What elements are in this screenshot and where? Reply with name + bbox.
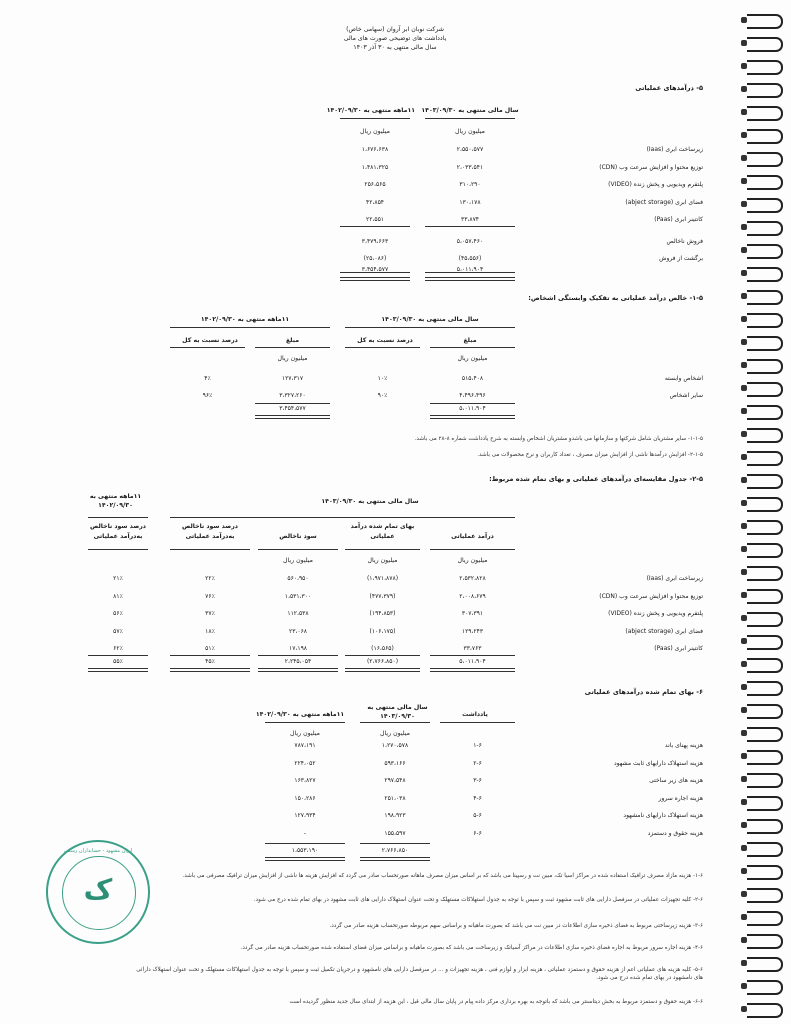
binder-ring — [747, 336, 783, 351]
binder-rings — [745, 0, 785, 1024]
stamp-logo: ک — [83, 873, 113, 906]
s6-total-cur: ۲،۷۶۶،۸۵۰ — [381, 847, 409, 854]
s52-row-prev: ۵۶٪ — [113, 610, 123, 617]
s6-row-cur: ۱،۲۷۰،۵۷۸ — [381, 742, 409, 749]
s5-subtotal-rule — [340, 226, 410, 227]
s5-row-cur: ۲،۰۳۳،۵۴۱ — [456, 163, 484, 171]
s6-row-prev: ۱۲۷،۹۳۴ — [294, 812, 316, 819]
s51-row-cur-pct: ۹۰٪ — [377, 392, 388, 399]
footnote: ۶-۶- هزینه حقوق و دستمزد مربوط به بخش دیتاسنتر می باشد که باتوجه به بهره برداری مرکز داده پیام در پایان سال مالی قبل ، این هزینه از ابتدای سال جدید منظور گردیده است — [289, 999, 703, 1005]
s51-col-prev: ۱۱ماهه منتهی به ۱۴۰۲/۰۹/۳۰ — [200, 316, 290, 323]
binder-ring — [747, 497, 783, 512]
s52-row-cost: (۱۰۶،۱۷۵) — [369, 627, 396, 635]
binder-ring — [747, 957, 783, 972]
s6-row-label: هزینه پهنای باند — [664, 742, 703, 749]
binder-ring — [747, 911, 783, 926]
s5-row-prev: ۲۲،۵۵۱ — [365, 216, 385, 223]
s5-total-cur: ۵،۰۱۱،۹۰۴ — [456, 266, 484, 273]
s52-total-prev: ۵۵٪ — [113, 658, 123, 665]
s6-col-prev: ۱۱ماهه منتهی به ۱۴۰۲/۰۹/۳۰ — [255, 711, 345, 718]
binder-ring — [747, 14, 783, 29]
s52-col-current: سال مالی منتهی به ۱۴۰۳/۰۹/۳۰ — [321, 498, 419, 505]
section-5-title: ۵- درآمدهای عملیاتی — [635, 84, 703, 92]
s6-row-cur: ۱۵۵،۵۹۷ — [384, 829, 406, 837]
s52-total-gross: ۲،۲۴۵،۰۵۴ — [284, 658, 312, 665]
s6-row-note: ۱-۶ — [473, 742, 482, 749]
binder-ring — [747, 543, 783, 558]
binder-ring — [747, 658, 783, 673]
s5-total-prev: ۳،۴۵۴،۵۷۷ — [361, 266, 389, 273]
binder-ring — [747, 980, 783, 995]
s51-row-prev-pct: ۹۶٪ — [202, 392, 213, 399]
s52-row-gross: ۱۷،۱۹۸ — [288, 645, 308, 652]
s6-row-label: هزینه های زیر ساختی — [649, 777, 703, 784]
binder-ring — [747, 152, 783, 167]
s6-row-prev: - — [303, 829, 307, 837]
s51-row-cur-pct: ۱۰٪ — [377, 375, 388, 382]
s51-row-label: اشخاص وابسته — [664, 375, 703, 382]
binder-ring — [747, 635, 783, 650]
binder-ring — [747, 842, 783, 857]
s6-row-cur: ۱۹۸،۹۲۳ — [384, 812, 406, 819]
s52-row-gross: ۲۳،۰۶۸ — [288, 627, 308, 635]
s52-cost-header: بهای تمام شده درآمد عملیاتی — [350, 523, 415, 540]
s5-row-label: فروش ناخالص — [666, 237, 703, 245]
s51-unit: میلیون ریال — [457, 355, 488, 362]
s5-row-cur: ۵،۰۵۷،۴۶۰ — [456, 237, 484, 245]
s52-row-cost: (۱۹۴،۸۵۳) — [369, 610, 396, 617]
official-stamp — [46, 840, 150, 944]
s52-row-label: کانتینر ابری (Paas) — [654, 645, 703, 652]
section-5-1-title: ۱-۵- خالص درآمد عملیاتی به تفکیک وابستگی اشخاص: — [528, 294, 703, 302]
s51-prev-pct-header: درصد نسبت به کل — [182, 337, 238, 344]
s52-rev-header: درآمد عملیاتی — [451, 533, 494, 540]
s51-prev-amount-header: مبلغ — [285, 337, 300, 344]
s5-row-prev: (۲۵،۰۸۶) — [363, 255, 387, 262]
section-6-title: ۶- بهای تمام شده درآمدهای عملیاتی — [584, 688, 703, 696]
binder-ring — [747, 888, 783, 903]
document-subtitle: یادداشت های توضیحی صورت های مالی — [343, 35, 447, 42]
s6-row-label: هزینه استهلاک دارایهای ثابت مشهود — [613, 759, 703, 767]
binder-ring — [747, 451, 783, 466]
stamp-text: ایران مشهود - حسابداران رسمی — [63, 848, 133, 854]
s5-row-prev: ۳،۴۷۹،۶۶۳ — [361, 237, 389, 245]
s6-row-cur: ۲۹۷،۵۴۸ — [384, 777, 406, 784]
s52-row-prev: ۶۲٪ — [113, 645, 123, 652]
s51-row-label: سایر اشخاص — [669, 392, 703, 399]
s5-row-label: توزیع محتوا و افزایش سرعت وب (CDN) — [599, 163, 703, 171]
s52-row-prev: ۸۱٪ — [113, 592, 123, 600]
binder-ring — [747, 520, 783, 535]
binder-ring — [747, 198, 783, 213]
s52-row-rev: ۱۲۹،۲۴۳ — [461, 627, 484, 635]
binder-ring — [747, 175, 783, 190]
s51-row-prev-amount: ۱۲۷،۳۱۷ — [281, 375, 304, 382]
s5-row-label: فضای ابری (abject storage) — [625, 198, 703, 206]
s51-total-prev: ۳،۴۵۴،۵۷۷ — [279, 405, 306, 412]
s52-row-gross: ۵۶۰،۹۵۰ — [287, 575, 309, 582]
s52-unit-gross: میلیون ریال — [283, 557, 313, 564]
binder-ring — [747, 819, 783, 834]
s6-row-prev: ۱۵۰،۲۸۶ — [294, 794, 316, 802]
s5-row-prev: ۱،۶۷۶،۶۳۸ — [361, 146, 389, 153]
s52-row-label: فضای ابری (abject storage) — [625, 627, 703, 635]
binder-ring — [747, 83, 783, 98]
s52-row-prev: ۵۷٪ — [113, 627, 123, 635]
binder-ring — [747, 681, 783, 696]
fiscal-period: سال مالی منتهی به ۳۰ آذر ۱۴۰۳ — [353, 44, 437, 51]
s52-row-rev: ۳۰۷،۳۹۱ — [461, 610, 484, 617]
s52-unit-cost: میلیون ریال — [367, 557, 398, 564]
footnote: ۲-۶- کلیه تجهیزات عملیاتی در سرفصل دارایی های ثابت مشهود ثبت و سپس با توجه به جدول استهلاکات مستهلک و تحت عنوان استهلاک دارایی های ثابت مشهود در بهای تمام شده درج می شود. — [253, 897, 703, 903]
binder-ring — [747, 796, 783, 811]
s6-note-header: یادداشت — [462, 711, 488, 718]
s52-row-label: زیرساخت ابری (Iaas) — [646, 575, 703, 582]
s6-row-note: ۵-۶ — [473, 812, 482, 819]
s52-row-pct: ۵۱٪ — [205, 645, 215, 652]
binder-ring — [747, 704, 783, 719]
s51-row-prev-pct: ۴٪ — [204, 375, 211, 382]
binder-ring — [747, 750, 783, 765]
s52-total-rev: ۵،۰۱۱،۹۰۴ — [459, 658, 486, 665]
s51-row-prev-amount: ۳،۳۲۷،۲۶۰ — [279, 392, 306, 399]
binder-ring — [747, 129, 783, 144]
binder-ring — [747, 474, 783, 489]
binder-ring — [747, 106, 783, 121]
binder-ring — [747, 1003, 783, 1018]
s6-row-note: ۶-۶ — [473, 829, 482, 837]
binder-ring — [747, 267, 783, 282]
s5-row-prev: ۴۲،۸۵۴ — [365, 198, 385, 206]
binder-ring — [747, 359, 783, 374]
s52-row-pct: ۲۲٪ — [205, 575, 215, 582]
s52-pct-prev-header: درصد سود ناخالص به‌درآمد عملیاتی — [90, 523, 146, 540]
s51-total-cur: ۵،۰۱۱،۹۰۴ — [459, 405, 486, 412]
s5-row-label: پلتفرم ویدیویی و پخش زنده (VIDEO) — [608, 181, 703, 188]
company-name: شرکت نوبان ابر آروان (سهامی خاص) — [346, 26, 444, 33]
s6-row-prev: ۱۶۳،۸۲۷ — [294, 777, 316, 784]
binder-ring — [747, 727, 783, 742]
binder-ring — [747, 589, 783, 604]
s6-row-cur: ۲۵۱،۰۳۸ — [384, 794, 406, 802]
s52-row-prev: ۲۱٪ — [113, 575, 123, 582]
s6-row-note: ۴-۶ — [473, 794, 482, 802]
s6-unit-cur: میلیون ریال — [380, 730, 410, 737]
binder-ring — [747, 382, 783, 397]
s5-row-label: کانتینر ابری (Paas) — [654, 216, 703, 223]
s5-unit-cur: میلیون ریال — [455, 128, 485, 135]
s6-row-label: هزینه حقوق و دستمزد — [647, 829, 703, 837]
binder-ring — [747, 405, 783, 420]
s6-row-cur: ۵۹۳،۱۶۶ — [384, 759, 406, 767]
s52-unit-rev: میلیون ریال — [457, 557, 488, 564]
section-5-2-title: ۲-۵- جدول مقایسه‌ای درآمدهای عملیاتی و بهای تمام شده مربوط: — [489, 475, 703, 483]
s6-row-note: ۲-۶ — [473, 759, 482, 767]
s6-col-current: سال مالی منتهی به ۱۴۰۳/۰۹/۳۰ — [367, 704, 428, 720]
binder-ring — [747, 290, 783, 305]
s52-row-cost: (۴۷۷،۳۷۹) — [369, 592, 396, 600]
footnote: ۱-۶- هزینه مازاد مصرف ترافیک استفاده شده در مراکز اسیا تک، مبین نت و رسپینا می باشد که بر اساس میزان مصرف ماهانه صورتحساب صادر می گردد که افزایش هزینه ها ناشی از افزایش میزان ترافیک مصرفی می باشد. — [182, 873, 703, 879]
s5-row-label: زیرساخت ابری (Iaas) — [646, 146, 703, 153]
s5-row-cur: ۲،۵۵۰،۵۷۷ — [456, 146, 484, 153]
binder-ring — [747, 865, 783, 880]
s51-pct-header: درصد نسبت به کل — [357, 337, 413, 344]
s52-row-gross: ۱،۵۳۱،۳۰۰ — [284, 592, 312, 600]
footnote: ۳-۶- هزینه زیرساختی مربوط به فضای ذخیره سازی اطلاعات در مبین نت می باشد که بصورت ماهیانه و براساس سهم مربوطه صورتحساب هزینه صادر می گردد. — [329, 923, 703, 929]
s5-row-cur: (۴۵،۵۵۶) — [458, 255, 482, 262]
s52-row-cost: (۱،۹۷۱،۸۷۸) — [366, 575, 399, 582]
s6-unit-prev: میلیون ریال — [290, 730, 320, 737]
s52-row-label: توزیع محتوا و افزایش سرعت وب (CDN) — [599, 592, 703, 600]
s51-row-cur-amount: ۵۱۵،۴۰۸ — [461, 375, 484, 382]
s52-row-rev: ۲،۰۰۸،۶۷۹ — [459, 592, 486, 600]
s5-unit-prev: میلیون ریال — [360, 128, 390, 135]
s6-row-label: هزینه استهلاک دارایهای نامشهود — [623, 812, 703, 819]
footnote: ۴-۶- هزینه اجاره سرور مربوط به اجاره فضای ذخیره سازی اطلاعات در مراکز آسیاتک و زیرساخت می باشد که بصورت ماهیانه و براساس میزان فضای استفاده شده صورتحساب هزینه صادر می گردد. — [240, 945, 703, 951]
s6-total-prev: ۱،۵۵۳،۱۹۰ — [291, 847, 319, 854]
binder-ring — [747, 313, 783, 328]
s52-total-cost: (۲،۷۶۶،۸۵۰) — [366, 658, 399, 665]
s52-row-pct: ۷۶٪ — [205, 592, 215, 600]
s51-note-2: ۲-۱-۵- افزایش درآمدها ناشی از افزایش میزان مصرف ، تعداد کاربران و نرخ محصولات می باشد. — [477, 452, 703, 458]
s52-total-pct: ۴۵٪ — [205, 658, 215, 665]
s5-row-cur: ۳۱۰،۲۹۰ — [459, 181, 481, 188]
binder-ring — [747, 60, 783, 75]
s5-row-label: برگشت از فروش — [659, 255, 703, 262]
binder-ring — [747, 221, 783, 236]
s5-row-cur: ۳۳،۸۷۴ — [460, 216, 480, 223]
s51-unit-prev: میلیون ریال — [277, 355, 308, 362]
binder-ring — [747, 934, 783, 949]
s51-row-cur-amount: ۴،۴۹۶،۴۹۶ — [459, 392, 486, 399]
s52-col-prev: ۱۱ماهه منتهی به ۱۴۰۲/۰۹/۳۰ — [89, 493, 142, 509]
s5-subtotal-rule — [425, 226, 515, 227]
s52-row-rev: ۳۳،۷۶۳ — [463, 645, 482, 652]
s6-row-label: هزینه اجاره سرور — [658, 794, 703, 802]
s52-row-rev: ۲،۵۳۲،۸۲۸ — [459, 575, 486, 582]
binder-ring — [747, 37, 783, 52]
s51-col-current: سال مالی منتهی به ۱۴۰۳/۰۹/۳۰ — [381, 316, 479, 323]
s52-row-cost: (۱۶،۵۶۵) — [371, 645, 394, 652]
s51-amount-header: مبلغ — [463, 337, 477, 344]
s51-note-1: ۱-۱-۵- سایر مشتریان شامل شرکتها و سازمانها می باشدو مشتریان اشخاص وابسته به شرح یادداشت شماره ۸-۲۸ می باشد. — [414, 436, 703, 442]
s52-row-pct: ۳۷٪ — [205, 610, 215, 617]
binder-ring — [747, 773, 783, 788]
s52-gross-header: سود ناخالص — [279, 533, 317, 540]
s5-col-prev: ۱۱ماهه منتهی به ۱۴۰۲/۰۹/۳۰ — [326, 107, 415, 114]
binder-ring — [747, 428, 783, 443]
s6-row-prev: ۲۲۴،۰۵۲ — [294, 759, 316, 767]
s5-row-prev: ۲۵۶،۵۶۵ — [364, 181, 386, 188]
s52-pct-header: درصد سود ناخالص به‌درآمد عملیاتی — [182, 523, 238, 540]
binder-ring — [747, 612, 783, 627]
binder-ring — [747, 566, 783, 581]
s5-row-prev: ۱،۴۸۱،۳۲۵ — [361, 163, 389, 171]
s5-col-current: سال مالی منتهی به ۱۴۰۳/۰۹/۳۰ — [421, 107, 519, 114]
s6-row-note: ۳-۶ — [473, 777, 482, 784]
binder-ring — [747, 244, 783, 259]
s5-row-cur: ۱۳۰،۱۷۸ — [459, 198, 481, 206]
s52-row-pct: ۱۸٪ — [205, 627, 215, 635]
s52-row-label: پلتفرم ویدیویی و پخش زنده (VIDEO) — [608, 610, 703, 617]
s6-row-prev: ۷۸۷،۱۹۱ — [294, 742, 316, 749]
footnote: ۵-۶- کلیه هزینه های عملیاتی اعم از هزینه حقوق و دستمزد عملیاتی ، هزینه ابزار و لوازم فنی ، هزینه تجهیزات و ... در سرفصل دارایی های نامشهود و درجریان تکمیل ثبت و سپس با توجه به جدول استهلاکات مستهلک و تحت عنوان استهلاک دارائی های نامشهود در بهای تمام شده درج می شود. — [136, 967, 703, 981]
s52-row-gross: ۱۱۲،۵۳۸ — [287, 610, 309, 617]
